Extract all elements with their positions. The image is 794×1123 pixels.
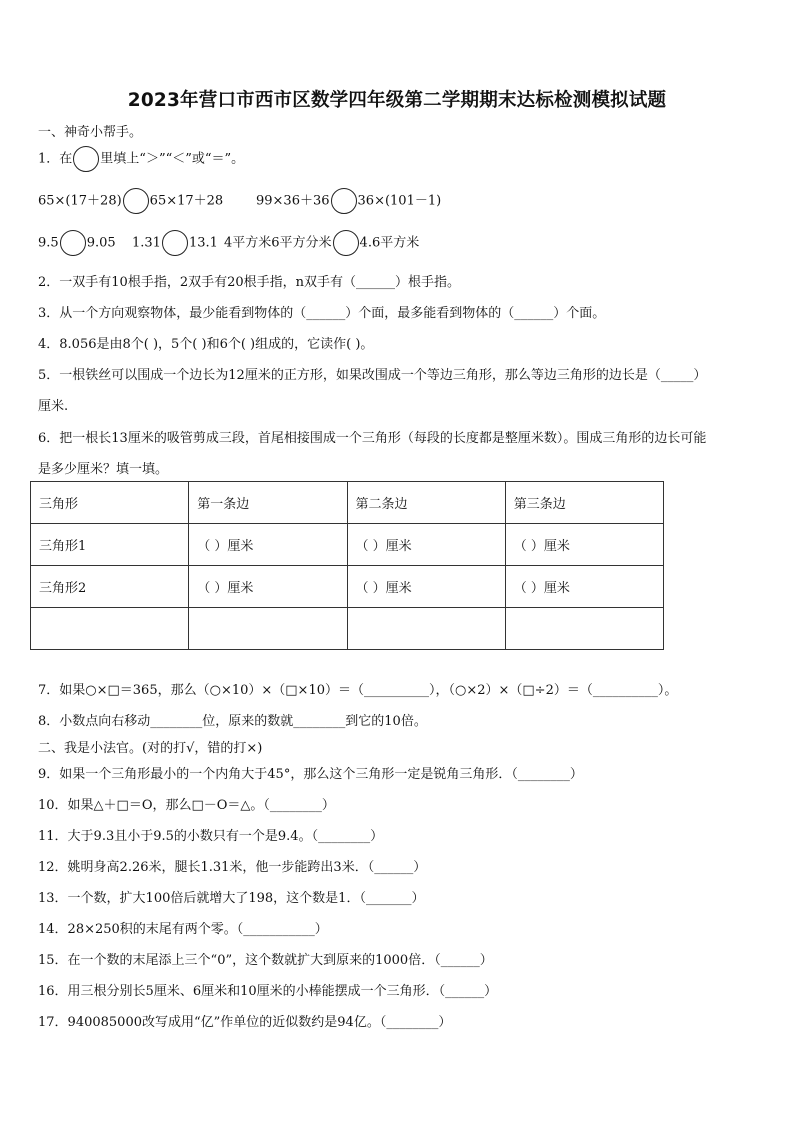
question-1-row-1 bbox=[38, 188, 223, 214]
table-cell: （ ）厘米 bbox=[189, 524, 347, 566]
question-12: 12．姚明身高2.26米，腿长1.31米，他一步能跨出3米．（______） bbox=[38, 860, 427, 875]
compare-circle bbox=[123, 188, 149, 214]
question-11: 11．大于9.3且小于9.5的小数只有一个是9.4。（________） bbox=[38, 829, 384, 844]
compare-left: 1.31 bbox=[132, 235, 161, 251]
compare-right: 9.05 bbox=[86, 235, 116, 251]
question-6-line-2: 是多少厘米？填一填。 bbox=[38, 462, 169, 477]
question-16: 16．用三根分别长5厘米、6厘米和10厘米的小棒能摆成一个三角形．（______） bbox=[38, 984, 498, 999]
table-cell: （ ）厘米 bbox=[347, 524, 505, 566]
question-1-row-2-b bbox=[132, 230, 218, 256]
question-15: 15．在一个数的末尾添上三个“0”，这个数就扩大到原来的1000倍．（______） bbox=[38, 953, 493, 968]
question-4: 4．8.056是由8个( )，5个( )和6个( )组成的，它读作( )。 bbox=[38, 337, 374, 352]
compare-left: 99×36＋36 bbox=[256, 193, 330, 209]
question-1-post: 里填上“＞”“＜”或“＝”。 bbox=[100, 151, 245, 167]
table-cell bbox=[189, 608, 347, 650]
table-row bbox=[31, 566, 664, 608]
compare-circle bbox=[73, 146, 99, 172]
question-7: 7．如果○×□＝365，那么（○×10）×（□×10）＝（__________），（○×2）×（□÷2）＝（__________）。 bbox=[38, 683, 678, 698]
section-2-heading: 二、我是小法官。(对的打√，错的打×) bbox=[38, 741, 263, 756]
compare-right: 13.1 bbox=[188, 235, 218, 251]
question-1-row-2 bbox=[38, 230, 116, 256]
table-cell bbox=[347, 608, 505, 650]
question-1-number: 1． bbox=[38, 151, 60, 167]
question-2: 2．一双手有10根手指，2双手有20根手指，n双手有（______）根手指。 bbox=[38, 275, 460, 290]
triangle-table bbox=[30, 481, 664, 650]
table-row bbox=[31, 608, 664, 650]
table-cell bbox=[505, 608, 663, 650]
question-5-line-1: 5．一根铁丝可以围成一个边长为12厘米的正方形，如果改围成一个等边三角形，那么等边三角形的边长是（_____） bbox=[38, 368, 707, 383]
table-cell: 三角形2 bbox=[31, 566, 189, 608]
compare-left: 65×(17＋28) bbox=[38, 193, 122, 209]
compare-right: 65×17＋28 bbox=[149, 193, 224, 209]
question-10: 10．如果△＋□＝O，那么□－O＝△。（________） bbox=[38, 798, 335, 813]
table-cell bbox=[31, 608, 189, 650]
compare-right: 4.6平方米 bbox=[359, 235, 420, 251]
table-cell: （ ）厘米 bbox=[347, 566, 505, 608]
question-8: 8．小数点向右移动________位，原来的数就________到它的10倍。 bbox=[38, 714, 427, 729]
question-17: 17．940085000改写成用“亿”作单位的近似数约是94亿。（________） bbox=[38, 1015, 452, 1030]
table-header-row bbox=[31, 482, 664, 524]
table-header: 第一条边 bbox=[189, 482, 347, 524]
table-row bbox=[31, 524, 664, 566]
question-3: 3．从一个方向观察物体，最少能看到物体的（______）个面，最多能看到物体的（______）个面。 bbox=[38, 306, 606, 321]
compare-left: 9.5 bbox=[38, 235, 59, 251]
question-14: 14．28×250积的末尾有两个零。（___________） bbox=[38, 922, 328, 937]
table-cell: （ ）厘米 bbox=[189, 566, 347, 608]
table-header: 三角形 bbox=[31, 482, 189, 524]
compare-circle bbox=[333, 230, 359, 256]
compare-left: 4平方米6平方分米 bbox=[224, 235, 332, 251]
section-1-heading: 一、神奇小帮手。 bbox=[38, 125, 143, 140]
page-title: 2023年营口市西市区数学四年级第二学期期末达标检测模拟试题 bbox=[127, 90, 667, 111]
question-1-row-2-c bbox=[224, 230, 419, 256]
question-13: 13．一个数，扩大100倍后就增大了198，这个数是1．（_______） bbox=[38, 891, 425, 906]
compare-circle bbox=[331, 188, 357, 214]
question-1-row-1-b bbox=[256, 188, 441, 214]
compare-circle bbox=[162, 230, 188, 256]
question-9: 9．如果一个三角形最小的一个内角大于45°，那么这个三角形一定是锐角三角形．（________） bbox=[38, 767, 583, 782]
question-1-pre: 在 bbox=[59, 151, 73, 167]
table-cell: 三角形1 bbox=[31, 524, 189, 566]
question-5-line-2: 厘米. bbox=[38, 399, 69, 414]
table-cell: （ ）厘米 bbox=[505, 566, 663, 608]
question-1-prompt bbox=[38, 146, 244, 172]
compare-right: 36×(101－1) bbox=[357, 193, 442, 209]
table-header: 第三条边 bbox=[505, 482, 663, 524]
table-header: 第二条边 bbox=[347, 482, 505, 524]
question-6-line-1: 6．把一根长13厘米的吸管剪成三段，首尾相接围成一个三角形（每段的长度都是整厘米数）。围成三角形的边长可能 bbox=[38, 431, 707, 446]
compare-circle bbox=[60, 230, 86, 256]
table-cell: （ ）厘米 bbox=[505, 524, 663, 566]
